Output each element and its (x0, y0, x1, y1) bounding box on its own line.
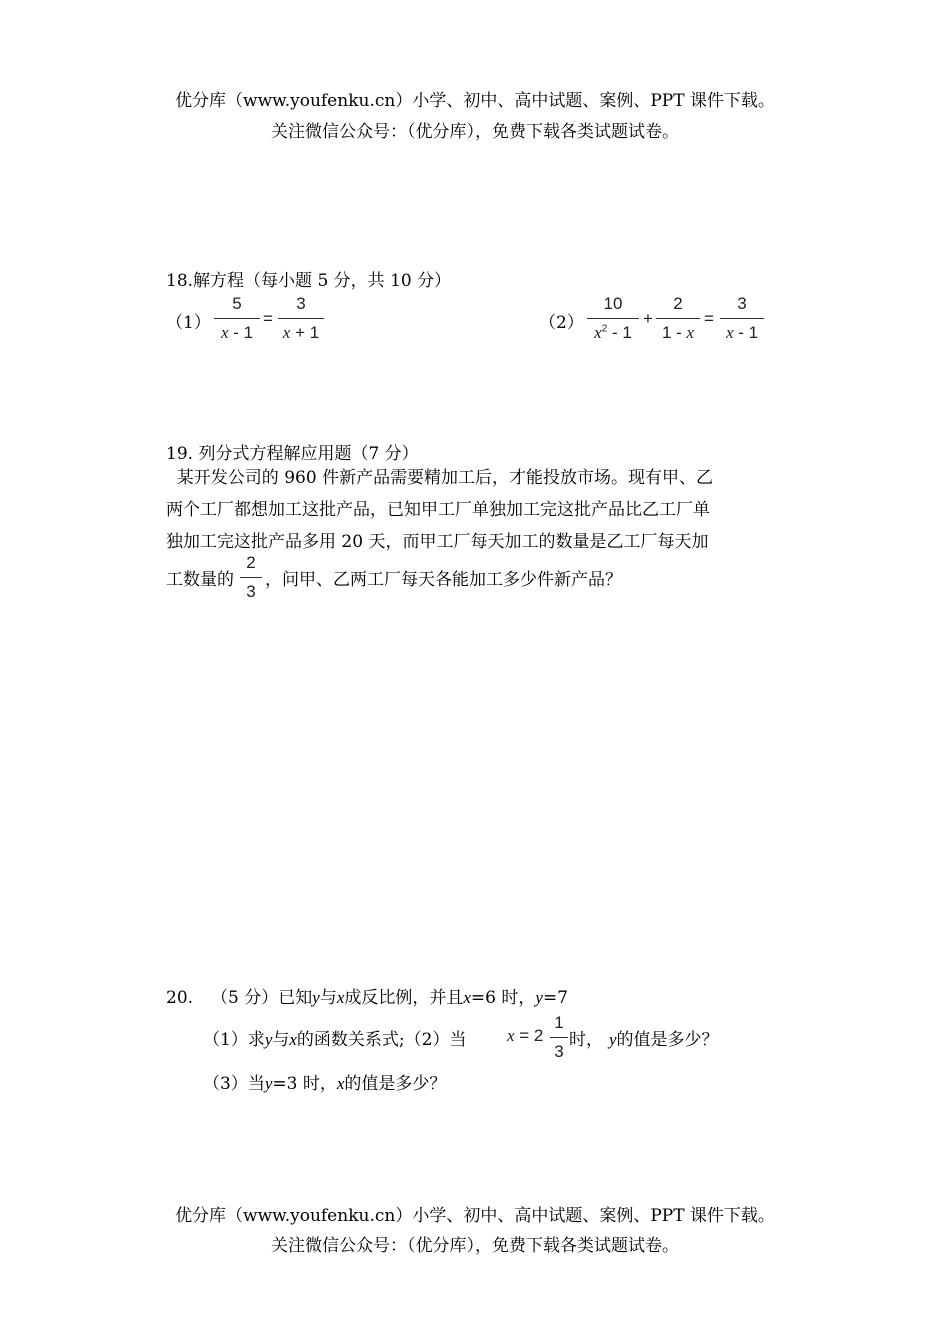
fraction-bar (550, 1037, 568, 1038)
q20-line-2-end (569, 1025, 719, 1050)
q19-title: 19. 列分式方程解应用题（7 分） (166, 444, 419, 464)
q19-body (166, 462, 791, 558)
fraction-numerator: 10 (603, 294, 623, 313)
q18-p2-fraction-3 (720, 292, 764, 348)
q20-x-equals (507, 1026, 543, 1046)
footer-line-2: 关注微信公众号：（优分库），免费下载各类试题试卷。 (271, 1236, 679, 1256)
q18-p2-label: （2） (539, 313, 584, 333)
q20-text: （5 分）已知 (211, 988, 313, 1008)
q19-line-1: 某开发公司的 960 件新产品需要精加工后，才能投放市场。现有甲、乙 (166, 468, 714, 488)
q18-p2-fraction-1 (587, 292, 639, 348)
fraction-denominator (720, 323, 764, 343)
q20-line-2-start (203, 1025, 466, 1050)
footer-line-1: 优分库（www.youfenku.cn）小学、初中、高中试题、案例、PPT 课件下载。 (175, 1206, 775, 1226)
fraction-numerator: 2 (246, 553, 256, 572)
q18-p1-fraction-right (278, 292, 324, 348)
q18-p1-fraction-left (214, 292, 260, 348)
header-line-1: 优分库（www.youfenku.cn）小学、初中、高中试题、案例、PPT 课件下载。 (175, 91, 775, 111)
var-x: x (686, 323, 695, 342)
fraction-numerator: 3 (737, 294, 747, 313)
q18-p2-equals: = (704, 309, 714, 328)
q18-p2-fraction-2 (656, 292, 700, 348)
fraction-bar (587, 318, 639, 319)
q20-line-1 (166, 983, 568, 1008)
q20-text: 成反比例，并且 (344, 988, 464, 1008)
var-y: y (609, 1030, 617, 1049)
fraction-bar (656, 318, 700, 319)
var-x: x (507, 1026, 515, 1045)
fraction-bar (720, 318, 764, 319)
den-rest: - 1 (733, 323, 759, 342)
q20-fraction-one-third (550, 1011, 568, 1067)
q20-text: =7 (542, 988, 568, 1008)
fraction-numerator: 2 (673, 294, 683, 313)
header-line-2: 关注微信公众号：（优分库），免费下载各类试题试卷。 (271, 122, 679, 142)
var-y: y (535, 988, 543, 1007)
den-rest: 1 - (661, 323, 687, 342)
q20-text: =6 时， (470, 988, 536, 1008)
q20-text: 的值是多少？ (616, 1030, 719, 1050)
fraction-bar (278, 318, 324, 319)
var-x: x (594, 323, 602, 342)
q20-text: 与 (319, 988, 337, 1008)
q18-title: 18.解方程（每小题 5 分，共 10 分） (166, 271, 452, 291)
q20-text: （1）求 (203, 1030, 265, 1050)
var-y: y (264, 1030, 273, 1049)
den-rest: + 1 (290, 323, 320, 342)
var-x: x (282, 323, 291, 342)
exponent: 2 (601, 323, 608, 335)
var-y: y (312, 988, 320, 1007)
q18-p1-label: （1） (166, 313, 211, 333)
var-x: x (336, 988, 345, 1007)
q18-p2-plus: + (643, 309, 653, 328)
q19-line-4-end: ，问甲、乙两工厂每天各能加工多少件新产品？ (265, 570, 622, 590)
fraction-bar (214, 318, 260, 319)
var-x: x (725, 323, 734, 342)
var-x: x (220, 323, 229, 342)
var-x: x (289, 1030, 297, 1049)
q20-text: =3 时， (272, 1074, 337, 1094)
fraction-denominator (214, 323, 260, 343)
fraction-bar (240, 577, 262, 578)
fraction-denominator (656, 323, 700, 343)
q20-text: （3）当 (203, 1074, 265, 1094)
q20-line-3 (203, 1069, 446, 1094)
q19-line-3: 独加工完这批产品多用 20 天，而甲工厂每天加工的数量是乙工厂每天加 (166, 532, 709, 552)
q19-fraction-two-thirds (240, 551, 262, 607)
fraction-denominator: 3 (246, 582, 256, 601)
fraction-numerator: 3 (296, 294, 306, 313)
q20-text: 时， (569, 1030, 603, 1050)
fraction-denominator (587, 323, 639, 343)
q20-text: 与 (272, 1030, 290, 1050)
q20-text: 的函数关系式;（2）当 (296, 1030, 467, 1050)
fraction-denominator: 3 (554, 1042, 564, 1061)
var-y: y (264, 1074, 273, 1093)
fraction-numerator: 1 (554, 1013, 564, 1032)
den-rest: - 1 (228, 323, 254, 342)
var-x: x (463, 988, 471, 1007)
q18-p1-equals: = (263, 309, 273, 328)
q20-number: 20. (166, 988, 194, 1008)
var-x: x (336, 1074, 345, 1093)
den-rest: - 1 (607, 323, 632, 342)
q19-line-4-start: 工数量的 (166, 570, 234, 590)
fraction-numerator: 5 (232, 294, 242, 313)
equals-two: = 2 (514, 1026, 544, 1045)
q19-line-2: 两个工厂都想加工这批产品，已知甲工厂单独加工完这批产品比乙工厂单 (166, 500, 710, 520)
fraction-denominator (278, 323, 324, 343)
q20-text: 的值是多少？ (344, 1074, 447, 1094)
